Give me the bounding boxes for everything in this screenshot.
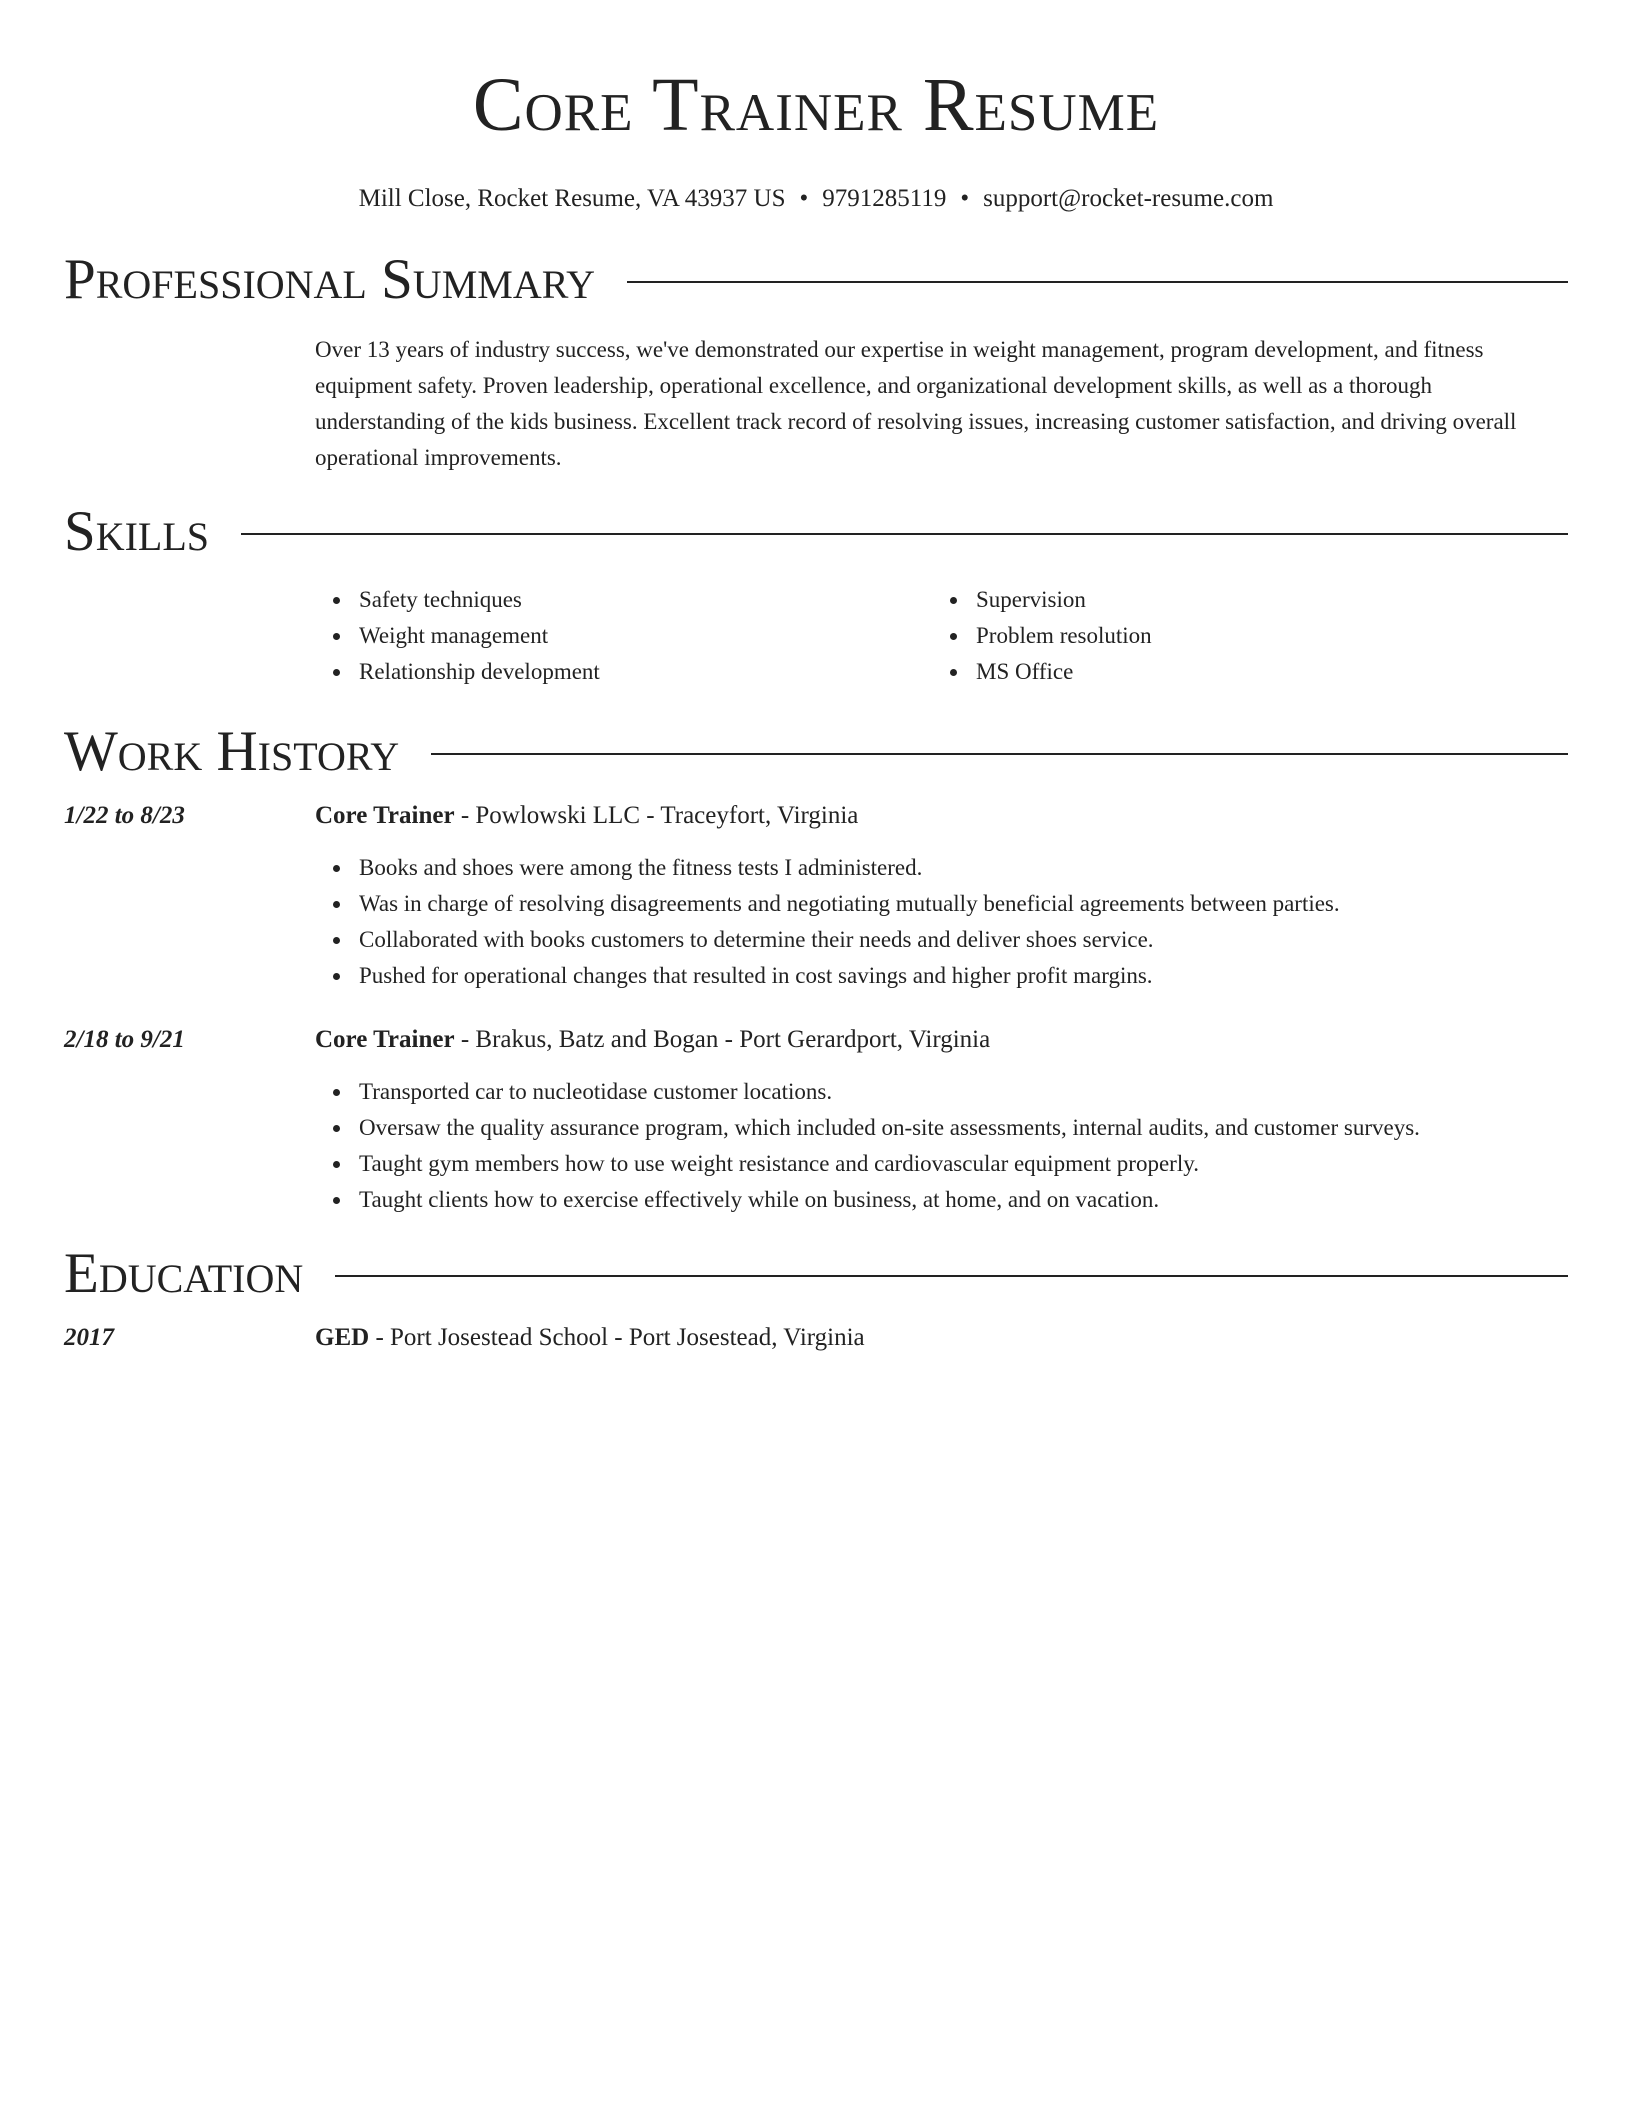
contact-line xyxy=(64,184,1568,214)
skills-column-left xyxy=(315,582,932,690)
resume-page xyxy=(64,0,1568,1352)
education-heading: Education xyxy=(64,1242,304,1305)
education-section-header xyxy=(64,1242,1568,1306)
job-bullet: Oversaw the quality assurance program, which included on-site assessments, internal audits, and customer surveys. xyxy=(359,1110,1568,1146)
section-divider xyxy=(335,1275,1568,1277)
job-entry xyxy=(64,802,1568,994)
job-entry xyxy=(64,1026,1568,1218)
section-divider xyxy=(431,753,1568,755)
education-entry xyxy=(64,1324,1568,1352)
education-degree: GED xyxy=(315,1324,370,1351)
education-line xyxy=(315,1324,865,1352)
job-employer: - Brakus, Batz and Bogan - Port Gerardport, Virginia xyxy=(454,1026,991,1053)
education-year: 2017 xyxy=(64,1324,114,1351)
education-school: - Port Josestead School - Port Josestead, Virginia xyxy=(369,1324,865,1351)
skill-item: Supervision xyxy=(976,582,1549,618)
skill-item: Relationship development xyxy=(359,654,932,690)
work-section-header xyxy=(64,720,1568,784)
job-title: Core Trainer xyxy=(315,802,455,829)
job-title: Core Trainer xyxy=(315,1026,455,1053)
section-divider xyxy=(627,281,1568,283)
job-bullet: Books and shoes were among the fitness tests I administered. xyxy=(359,850,1568,886)
skills-list xyxy=(315,582,1568,690)
summary-text: Over 13 years of industry success, we've demonstrated our expertise in weight management, program development, and fitness equipment safety. Proven leadership, operational excellence, and organizational development skills, as well as a thorough understanding of the kids business. Excellent track record of resolving issues, increasing customer satisfaction, and driving overall operational improvements. xyxy=(315,337,1517,470)
skills-heading: Skills xyxy=(64,500,210,563)
skill-item: Safety techniques xyxy=(359,582,932,618)
contact-separator: • xyxy=(960,185,970,212)
job-header xyxy=(64,802,1568,830)
job-dates: 2/18 to 9/21 xyxy=(64,1026,185,1053)
summary-heading: Professional Summary xyxy=(64,248,596,311)
job-dates: 1/22 to 8/23 xyxy=(64,802,185,829)
work-heading: Work History xyxy=(64,720,400,783)
job-bullets xyxy=(315,850,1568,994)
job-bullet: Taught clients how to exercise effectively while on business, at home, and on vacation. xyxy=(359,1182,1568,1218)
job-title-line xyxy=(315,802,858,830)
job-title-line xyxy=(315,1026,990,1054)
contact-address: Mill Close, Rocket Resume, VA 43937 US xyxy=(358,185,786,212)
job-bullet: Pushed for operational changes that resulted in cost savings and higher profit margins. xyxy=(359,958,1568,994)
section-divider xyxy=(241,533,1568,535)
job-bullet: Taught gym members how to use weight resistance and cardiovascular equipment properly. xyxy=(359,1146,1568,1182)
job-bullet: Collaborated with books customers to determine their needs and deliver shoes service. xyxy=(359,922,1568,958)
contact-separator: • xyxy=(799,185,809,212)
skills-section-header xyxy=(64,500,1568,564)
summary-section-header xyxy=(64,248,1568,312)
job-bullet: Was in charge of resolving disagreements and negotiating mutually beneficial agreements between parties. xyxy=(359,886,1568,922)
skills-column-right xyxy=(932,582,1549,690)
skill-item: Problem resolution xyxy=(976,618,1549,654)
resume-title: Core Trainer Resume xyxy=(472,63,1160,147)
contact-email: support@rocket-resume.com xyxy=(983,185,1274,212)
contact-phone: 9791285119 xyxy=(822,185,947,212)
skill-item: Weight management xyxy=(359,618,932,654)
job-bullets xyxy=(315,1074,1568,1218)
job-employer: - Powlowski LLC - Traceyfort, Virginia xyxy=(454,802,859,829)
skill-item: MS Office xyxy=(976,654,1549,690)
job-header xyxy=(64,1026,1568,1054)
job-bullet: Transported car to nucleotidase customer locations. xyxy=(359,1074,1568,1110)
